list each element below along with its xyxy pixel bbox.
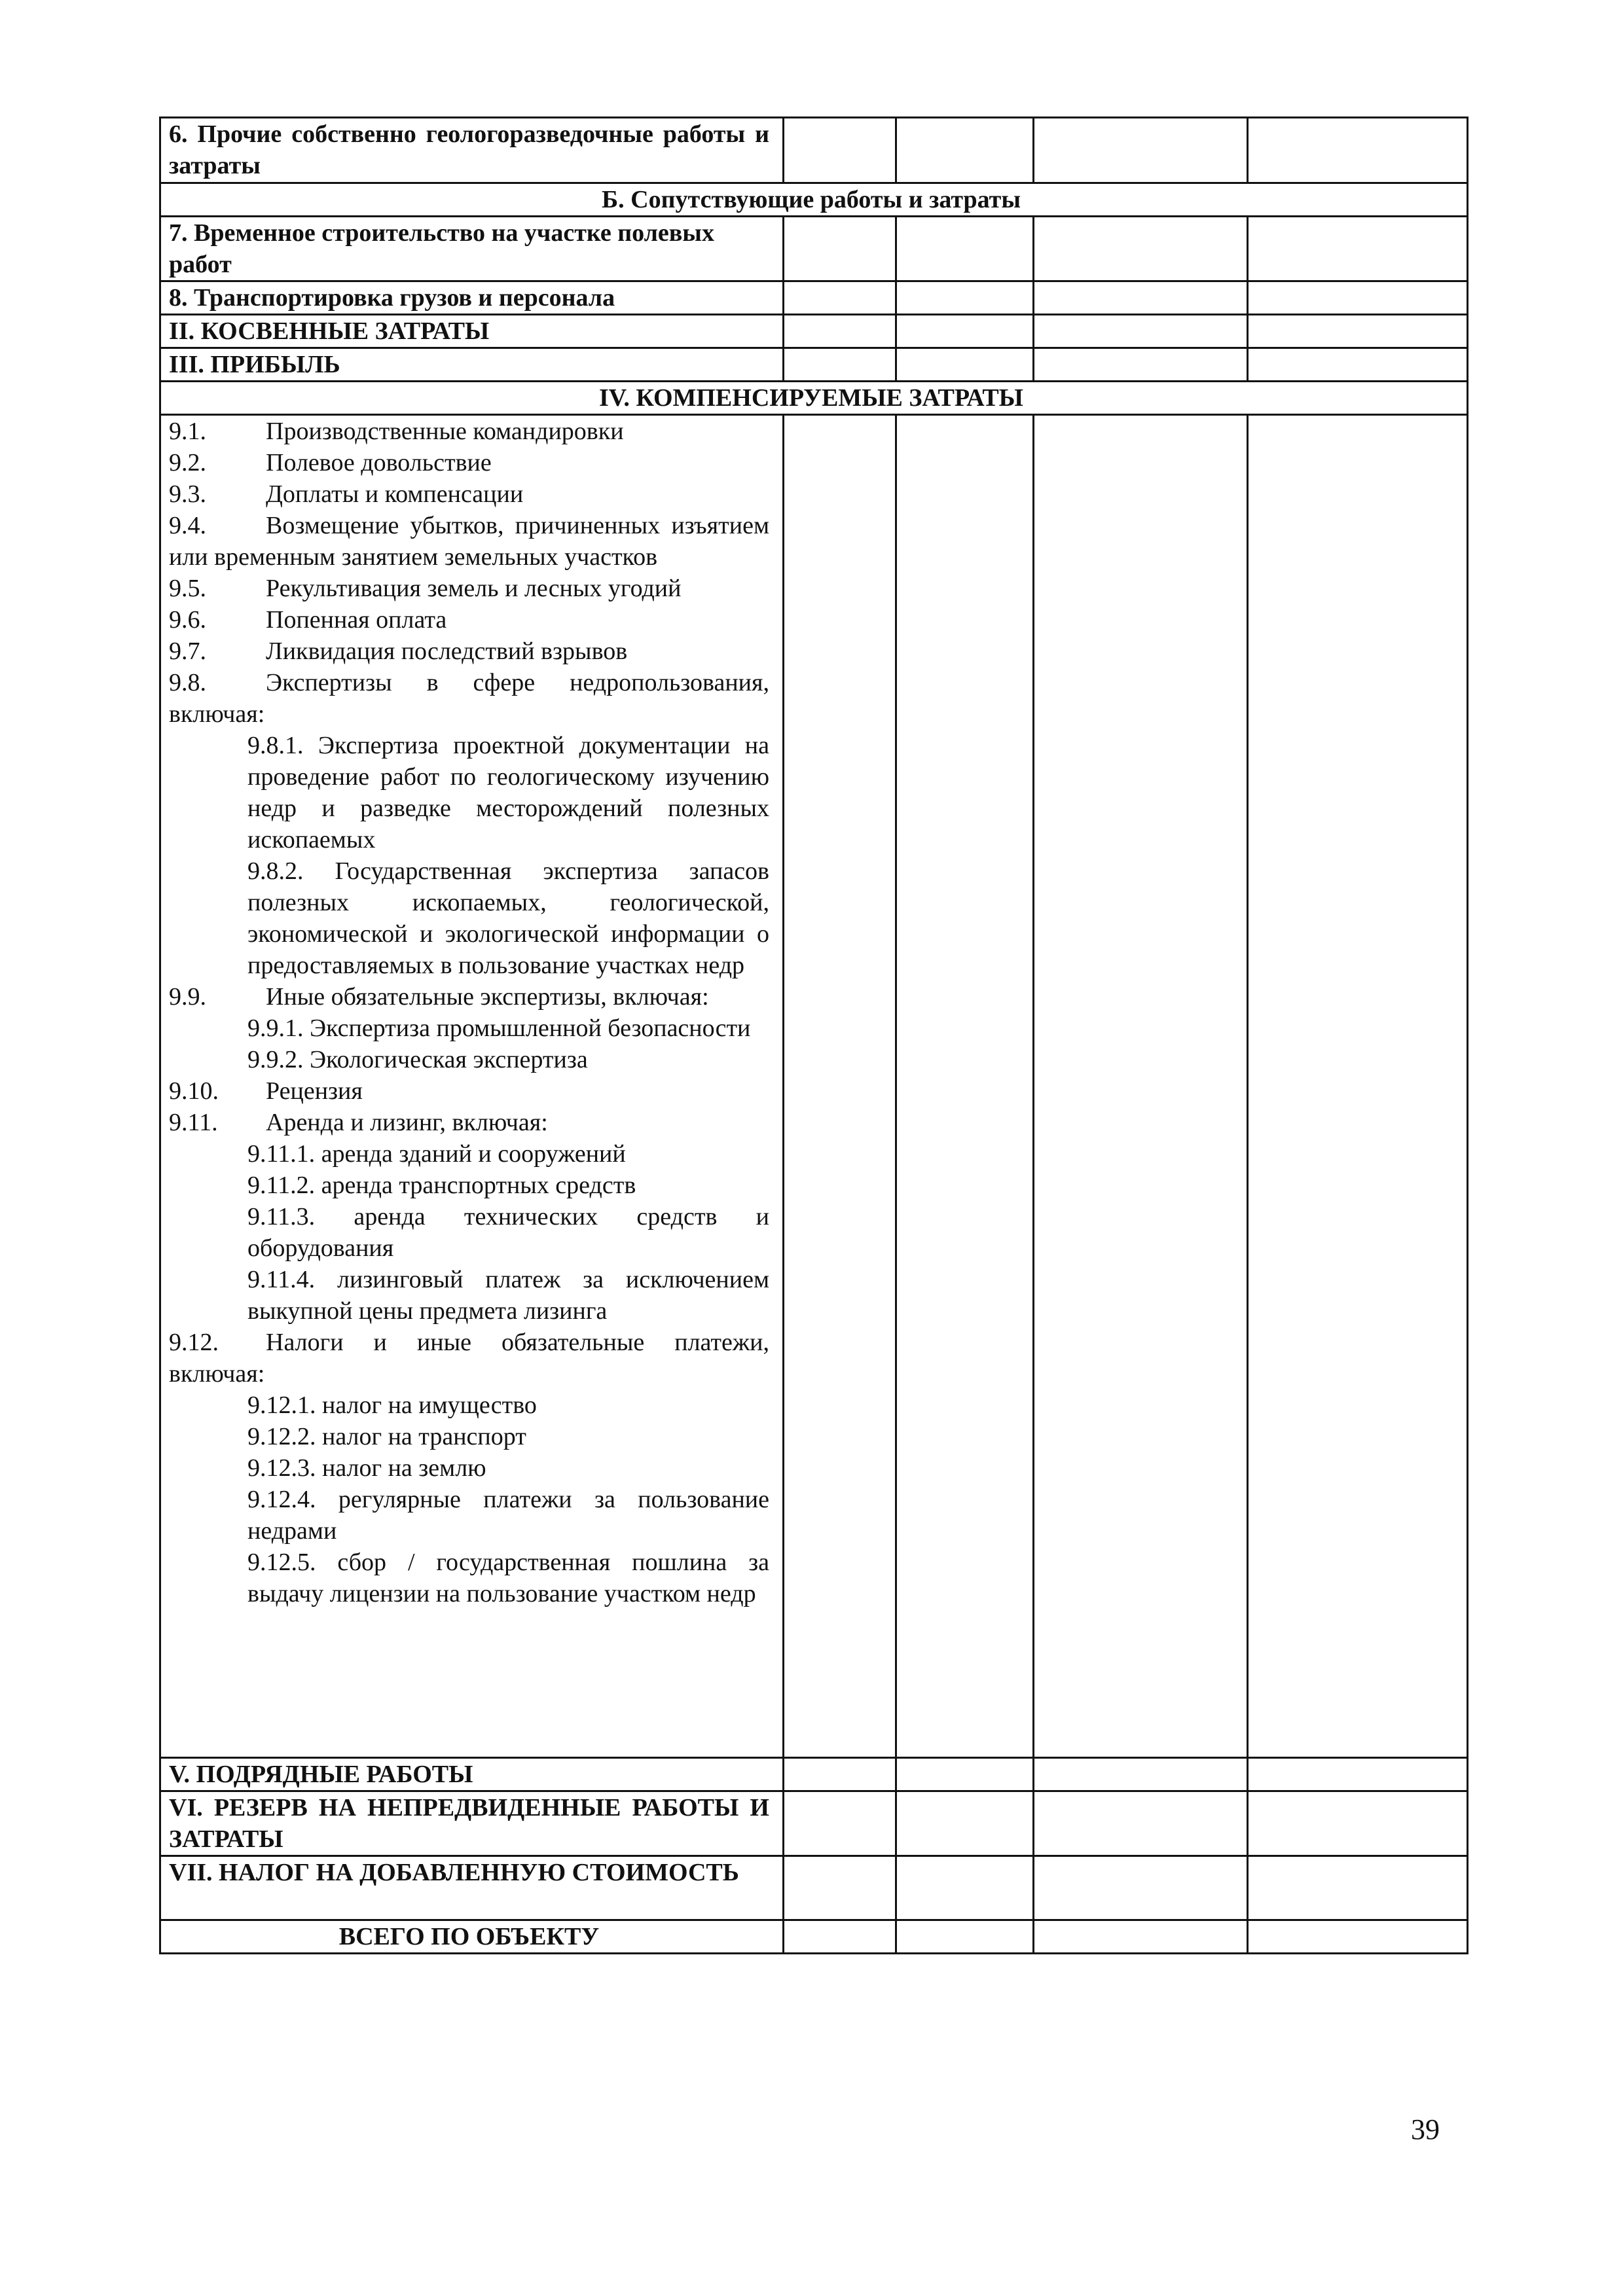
section-header-cell — [160, 382, 1468, 415]
list-item: 9.6. Попенная оплата — [169, 606, 447, 634]
table-row — [160, 415, 1468, 1758]
list-item: 9.1. Производственные командировки — [169, 418, 624, 445]
value-cell — [896, 315, 1034, 348]
value-cell — [896, 415, 1034, 1758]
table-row — [160, 315, 1468, 348]
sub-item: 9.9.2. Экологическая экспертиза — [247, 1046, 588, 1073]
value-cell — [1248, 1856, 1468, 1920]
row-label-cell — [160, 1920, 784, 1954]
sub-item: 9.8.2. Государственная экспертиза запасов полезных ископаемых, геологической, экономической и экологической информации о предоставляемых в пользование участках недр — [247, 857, 769, 979]
value-cell — [1034, 415, 1248, 1758]
value-cell — [784, 118, 896, 183]
value-cell — [1248, 1791, 1468, 1856]
value-cell — [784, 348, 896, 382]
value-cell — [784, 1791, 896, 1856]
value-cell — [896, 217, 1034, 281]
section-row — [160, 382, 1468, 415]
row-label-cell — [160, 415, 784, 1758]
row-label: V. ПОДРЯДНЫЕ РАБОТЫ — [169, 1761, 473, 1788]
value-cell — [896, 1920, 1034, 1954]
sub-item: 9.12.5. сбор / государственная пошлина за выдачу лицензии на пользование участком недр — [247, 1549, 769, 1607]
value-cell — [784, 315, 896, 348]
row-label: 7. Временное строительство на участке полевых работ — [169, 219, 714, 278]
table-row — [160, 1856, 1468, 1920]
value-cell — [896, 1856, 1034, 1920]
value-cell — [1034, 348, 1248, 382]
list-item: 9.9. Иные обязательные экспертизы, включая: — [169, 983, 709, 1011]
value-cell — [1248, 217, 1468, 281]
row-label-cell — [160, 118, 784, 183]
sub-item: 9.8.1. Экспертиза проектной документации на проведение работ по геологическому изучению недр и разведке месторождений полезных ископаемых — [247, 732, 769, 853]
section-header: Б. Сопутствующие работы и затраты — [602, 186, 1021, 213]
list-item: 9.5. Рекультивация земель и лесных угодий — [169, 575, 682, 602]
table-row — [160, 118, 1468, 183]
value-cell — [784, 281, 896, 315]
row-label-cell — [160, 348, 784, 382]
sub-item: 9.12.4. регулярные платежи за пользование недрами — [247, 1486, 769, 1545]
value-cell — [1248, 415, 1468, 1758]
row-label-cell — [160, 281, 784, 315]
sub-item: 9.12.3. налог на землю — [247, 1454, 486, 1482]
list-item: 9.11. Аренда и лизинг, включая: — [169, 1109, 548, 1136]
row-label-cell — [160, 1856, 784, 1920]
section-row — [160, 183, 1468, 217]
cost-table — [159, 117, 1468, 1954]
value-cell — [896, 348, 1034, 382]
value-cell — [1248, 118, 1468, 183]
value-cell — [896, 1791, 1034, 1856]
list-item: 9.2. Полевое довольствие — [169, 449, 492, 476]
value-cell — [1034, 1920, 1248, 1954]
value-cell — [1248, 348, 1468, 382]
row-label: VI. РЕЗЕРВ НА НЕПРЕДВИДЕННЫЕ РАБОТЫ И ЗАТРАТЫ — [169, 1794, 769, 1853]
row-label-cell — [160, 315, 784, 348]
row-label-cell — [160, 1791, 784, 1856]
value-cell — [1034, 1758, 1248, 1791]
value-cell — [896, 1758, 1034, 1791]
value-cell — [1034, 1791, 1248, 1856]
sub-item: 9.11.3. аренда технических средств и оборудования — [247, 1203, 769, 1262]
value-cell — [896, 118, 1034, 183]
list-item: 9.8. Экспертизы в сфере недропользования, включая: — [169, 669, 769, 728]
table-row — [160, 348, 1468, 382]
list-item: 9.10. Рецензия — [169, 1077, 363, 1105]
table-row — [160, 1758, 1468, 1791]
row-label: 6. Прочие собственно геологоразведочные работы и затраты — [169, 120, 769, 179]
row-label: III. ПРИБЫЛЬ — [169, 351, 340, 378]
row-label: II. КОСВЕННЫЕ ЗАТРАТЫ — [169, 317, 490, 345]
value-cell — [896, 281, 1034, 315]
value-cell — [1248, 1920, 1468, 1954]
table-row — [160, 1791, 1468, 1856]
value-cell — [1248, 315, 1468, 348]
value-cell — [1034, 217, 1248, 281]
value-cell — [1248, 1758, 1468, 1791]
sub-item: 9.11.1. аренда зданий и сооружений — [247, 1140, 626, 1168]
value-cell — [1248, 281, 1468, 315]
value-cell — [1034, 281, 1248, 315]
row-label: VII. НАЛОГ НА ДОБАВЛЕННУЮ СТОИМОСТЬ — [169, 1859, 739, 1886]
table-row — [160, 217, 1468, 281]
value-cell — [784, 1920, 896, 1954]
list-item: 9.4. Возмещение убытков, причиненных изъятием или временным занятием земельных участков — [169, 512, 769, 571]
page-number: 39 — [1411, 2113, 1440, 2145]
value-cell — [1034, 118, 1248, 183]
section-header-cell — [160, 183, 1468, 217]
value-cell — [784, 217, 896, 281]
sub-item: 9.11.2. аренда транспортных средств — [247, 1172, 636, 1199]
value-cell — [1034, 315, 1248, 348]
row-label: 8. Транспортировка грузов и персонала — [169, 284, 615, 312]
value-cell — [1034, 1856, 1248, 1920]
row-label-cell — [160, 217, 784, 281]
sub-item: 9.12.1. налог на имущество — [247, 1391, 537, 1419]
list-item: 9.3. Доплаты и компенсации — [169, 480, 524, 508]
value-cell — [784, 1856, 896, 1920]
value-cell — [784, 1758, 896, 1791]
sub-item: 9.9.1. Экспертиза промышленной безопасности — [247, 1014, 751, 1042]
value-cell — [784, 415, 896, 1758]
list-item: 9.7. Ликвидация последствий взрывов — [169, 637, 628, 665]
total-row — [160, 1920, 1468, 1954]
row-label-cell — [160, 1758, 784, 1791]
sub-item: 9.11.4. лизинговый платеж за исключением выкупной цены предмета лизинга — [247, 1266, 769, 1325]
compensated-items — [161, 416, 782, 1609]
section-header: IV. КОМПЕНСИРУЕМЫЕ ЗАТРАТЫ — [599, 384, 1023, 412]
table-row — [160, 281, 1468, 315]
sub-item: 9.12.2. налог на транспорт — [247, 1423, 526, 1450]
list-item: 9.12. Налоги и иные обязательные платежи, включая: — [169, 1329, 769, 1388]
total-label: ВСЕГО ПО ОБЪЕКТУ — [338, 1923, 600, 1950]
